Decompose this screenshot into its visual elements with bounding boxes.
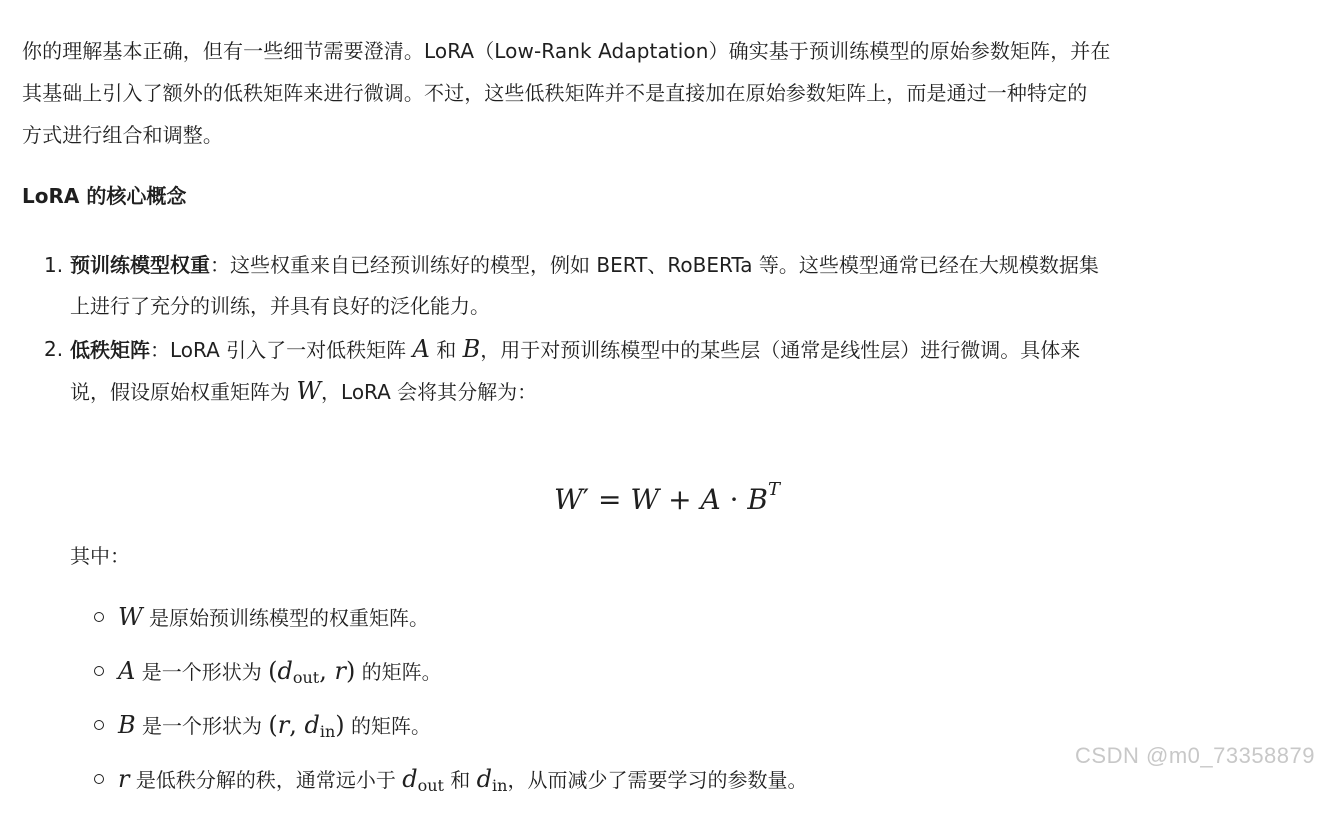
formula-lhs: W (554, 483, 583, 516)
math-var: d (277, 657, 293, 685)
intro-line-2: 其基础上引入了额外的低秩矩阵来进行微调。不过，这些低秩矩阵并不是直接加在原始参数矩阵上，而是通过一种特定的 (22, 81, 1088, 105)
math-var: B (118, 711, 136, 739)
item-text: 是低秩分解的秩，通常远小于 (129, 768, 403, 792)
list-number: 1. (44, 253, 64, 277)
math-paren: ( (268, 657, 278, 685)
math-paren: ( (268, 711, 278, 739)
math-var: d (476, 765, 493, 793)
item-title: 低秩矩阵 (70, 338, 150, 362)
intro-paragraph (22, 30, 1312, 156)
formula-w: W (630, 483, 660, 516)
math-subscript: in (492, 776, 508, 795)
math-var-a: A (412, 335, 430, 363)
item-text: 和 (443, 768, 477, 792)
math-paren: ) (345, 657, 356, 685)
circle-bullet-icon (94, 612, 104, 622)
item-text: 是原始预训练模型的权重矩阵。 (142, 606, 430, 630)
math-var-w: W (296, 377, 322, 405)
item-text: ：这些权重来自已经预训练好的模型，例如 BERT、RoBERTa 等。这些模型通常已经在大规模数据集 (210, 253, 1099, 277)
math-var: A (118, 657, 136, 685)
item-text: 是一个形状为 (135, 660, 269, 684)
ordered-list (22, 245, 1312, 413)
item-text: 的矩阵。 (344, 714, 432, 738)
math-var: r (277, 711, 290, 739)
item-title: 预训练模型权重 (70, 253, 210, 277)
lora-formula (22, 470, 1312, 520)
formula-plus: + (659, 483, 701, 516)
math-var: r (118, 765, 130, 793)
csdn-watermark: CSDN @m0_73358879 (1075, 743, 1315, 768)
list-item (92, 644, 1292, 698)
math-comma: , (289, 711, 305, 739)
where-label: 其中： (70, 544, 130, 568)
formula-prime: ′ (582, 483, 590, 516)
item-text: 和 (429, 338, 463, 362)
math-var: d (304, 711, 320, 739)
formula-b: B (747, 483, 768, 516)
item-text: 是一个形状为 (135, 714, 269, 738)
formula-a: A (700, 483, 721, 516)
math-subscript: out (292, 668, 320, 687)
list-item (92, 590, 1292, 644)
math-var: r (334, 657, 346, 685)
list-item-1 (22, 245, 1312, 327)
math-paren: ) (335, 711, 345, 739)
intro-line-3: 方式进行组合和调整。 (22, 123, 223, 147)
intro-line-1: 你的理解基本正确，但有一些细节需要澄清。LoRA（Low-Rank Adaptation）确实基于预训练模型的原始参数矩阵，并在 (22, 39, 1111, 63)
item-text: 的矩阵。 (355, 660, 442, 684)
item-text: ，从而减少了需要学习的参数量。 (507, 768, 808, 792)
list-number: 2. (44, 337, 64, 361)
circle-bullet-icon (94, 720, 104, 730)
formula-transpose: T (767, 479, 780, 500)
math-var: W (118, 603, 143, 631)
item-text: ：LoRA 引入了一对低秩矩阵 (150, 338, 413, 362)
circle-bullet-icon (94, 774, 104, 784)
circle-bullet-icon (94, 666, 104, 676)
definition-list (92, 590, 1292, 806)
math-subscript: in (319, 722, 336, 741)
list-item-2 (22, 329, 1312, 413)
math-subscript: out (417, 776, 444, 795)
formula-equals: = (589, 483, 631, 516)
math-var-b: B (462, 335, 481, 363)
item-text: ，LoRA 会将其分解为： (321, 380, 538, 404)
section-heading: LoRA 的核心概念 (22, 184, 187, 208)
math-comma: , (319, 657, 335, 685)
item-text: 说，假设原始权重矩阵为 (70, 380, 297, 404)
item-text-line-2: 上进行了充分的训练，并具有良好的泛化能力。 (70, 294, 490, 318)
item-text: ，用于对预训练模型中的某些层（通常是线性层）进行微调。具体来 (480, 338, 1081, 362)
formula-dot: · (720, 483, 748, 516)
math-var: d (402, 765, 418, 793)
